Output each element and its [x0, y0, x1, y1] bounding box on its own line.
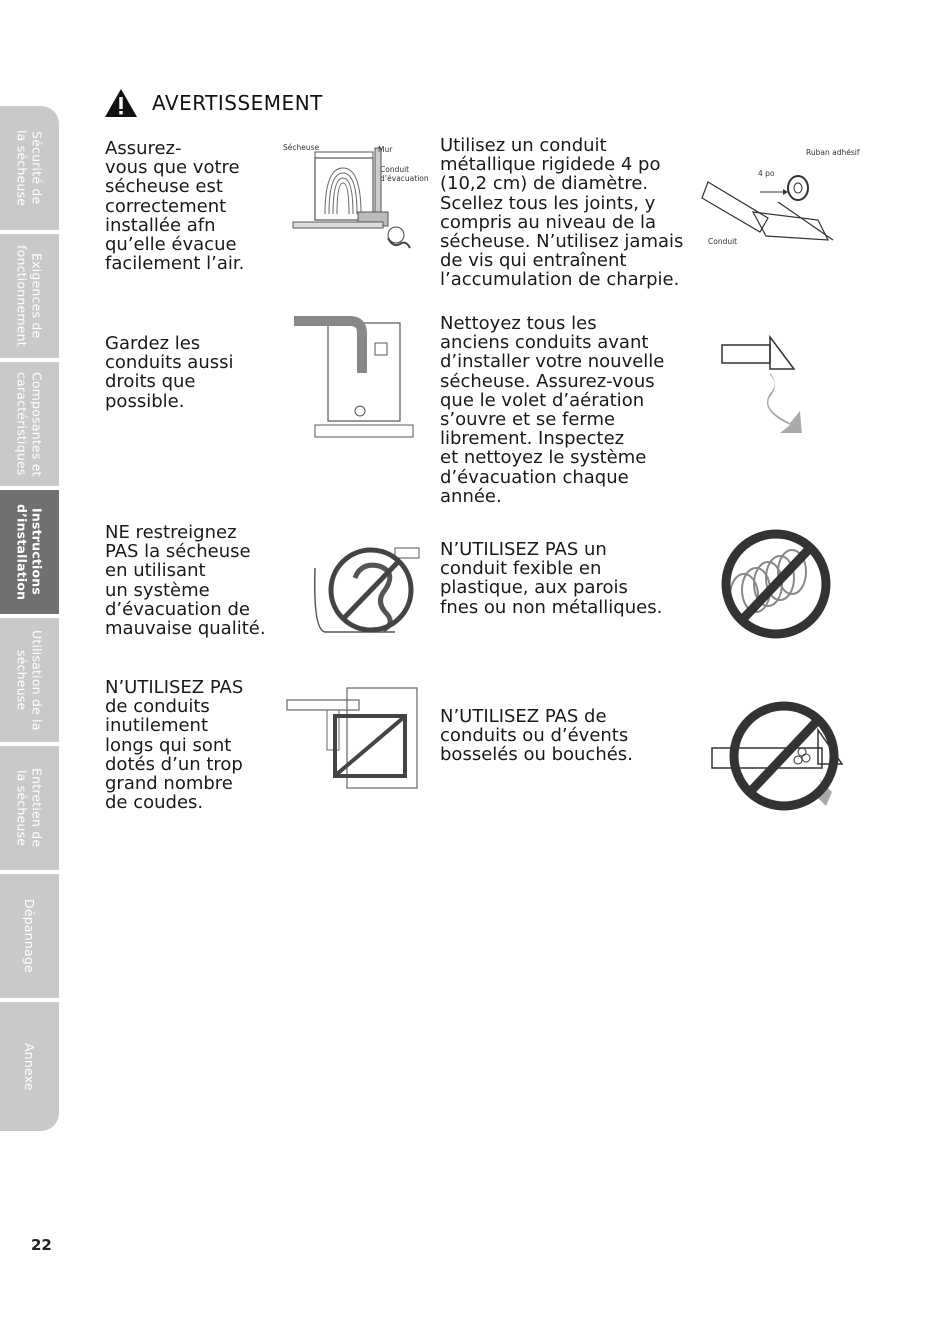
dryer-wall-diagram [283, 140, 433, 265]
label-tape: Ruban adhésif [806, 148, 860, 157]
instruction-no-long-ducts: N’UTILISEZ PAS de conduits inutilement longs qui sont dotés d’un trop grand nombre de coudes. [105, 677, 244, 814]
instruction-install-properly: Assurez- vous que votre sécheuse est correctement installée afn qu’elle évacue facilement l’air. [105, 138, 245, 275]
warning-triangle-icon [104, 88, 138, 118]
tab-annexe[interactable] [0, 1002, 59, 1131]
warning-title: AVERTISSEMENT [152, 91, 323, 115]
long-duct-prohibited-diagram [285, 686, 420, 796]
label-duct: Conduit [708, 237, 738, 246]
tab-label: Entretien de la sécheuse [14, 768, 45, 848]
svg-text:d’évacuation: d’évacuation [380, 174, 429, 183]
label-size: 4 po [758, 169, 775, 178]
tab-label: Dépannage [22, 899, 37, 973]
taped-duct-diagram [698, 140, 878, 258]
warning-heading [104, 88, 323, 118]
poor-exhaust-prohibited-diagram [295, 538, 435, 638]
tab-depannage[interactable] [0, 874, 59, 1000]
clean-duct-diagram [720, 333, 830, 433]
plastic-duct-prohibited-diagram [720, 528, 832, 640]
page-number: 22 [31, 1236, 52, 1254]
straight-duct-diagram [290, 313, 420, 441]
tab-instructions[interactable] [0, 490, 59, 616]
tab-label: Instructions d’installation [14, 503, 45, 601]
tab-entretien[interactable] [0, 746, 59, 872]
tab-label: Composantes et caractéristiques [14, 371, 45, 477]
tab-label: Exigences de fonctionnement [14, 245, 45, 347]
instruction-rigid-duct: Utilisez un conduit métallique rigidede 4 po (10,2 cm) de diamètre. Scellez tous les joints, y compris au niveau de la sécheuse. N’utilisez jamais de vis qui entraînent l’accumulation de charpie. [440, 135, 684, 291]
svg-text:Conduit: Conduit [380, 165, 410, 174]
label-wall: Mur [378, 145, 393, 154]
instruction-clean-ducts: Nettoyez tous les anciens conduits avant d’installer votre nouvelle sécheuse. Assurez-vous que le volet d’aération s’ouvre et se ferme librement. Inspectez et nettoyez le système d’évacuation chaque année. [440, 313, 665, 507]
tab-securite[interactable] [0, 106, 59, 232]
label-dryer: Sécheuse [283, 143, 320, 152]
instruction-no-plastic-duct: N’UTILISEZ PAS un conduit fexible en plastique, aux parois fnes ou non métalliques. [440, 539, 663, 618]
tab-utilisation[interactable] [0, 618, 59, 744]
section-tabs [0, 106, 59, 1131]
tab-exigences[interactable] [0, 234, 59, 360]
tab-label: Utilisation de la sécheuse [14, 629, 45, 731]
tab-composantes[interactable] [0, 362, 59, 488]
instruction-no-poor-exhaust: NE restreignez PAS la sécheuse en utilisant un système d’évacuation de mauvaise qualité. [105, 522, 266, 640]
instruction-no-dented-duct: N’UTILISEZ PAS de conduits ou d’évents bosselés ou bouchés. [440, 706, 633, 766]
tab-label: Annexe [22, 1042, 37, 1091]
tab-label: Sécurité de la sécheuse [14, 129, 45, 207]
dented-duct-prohibited-diagram [708, 700, 848, 815]
instruction-keep-straight: Gardez les conduits aussi droits que possible. [105, 333, 234, 412]
